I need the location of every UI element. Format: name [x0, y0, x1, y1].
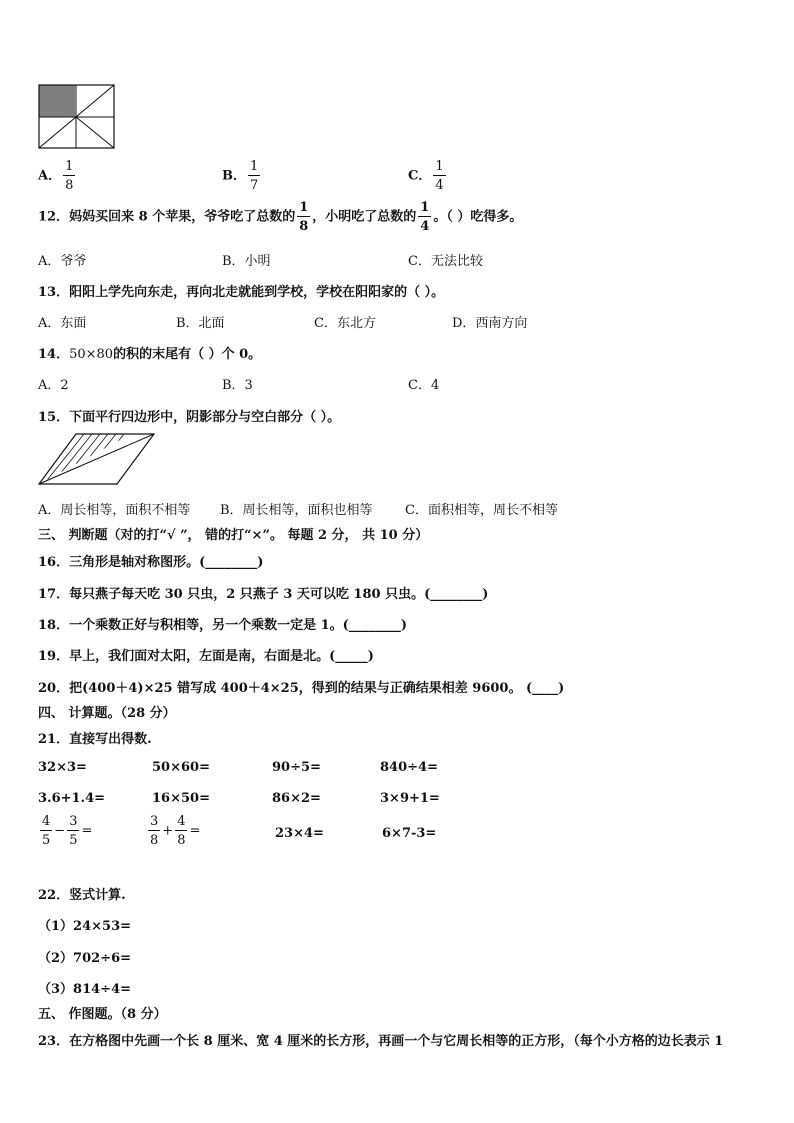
q21-fraction-item-b: $\frac{3}{8}$ + $\frac{4}{8}$ = — [150, 814, 201, 848]
q21-title: 21．直接写出得数. — [38, 732, 152, 747]
q12-option-c[interactable]: C．无法比较 — [408, 254, 483, 269]
fraction: $\frac{1}{4}$ — [420, 200, 430, 234]
section-4-heading: 四、 计算题。（28 分） — [38, 706, 176, 721]
q21-item: 16×50= — [152, 791, 210, 806]
q21-item: 90÷5= — [272, 760, 321, 775]
q15-parallelogram-figure — [36, 432, 158, 486]
q14-question: 14．50×80的积的末尾有（ ）个 0。 — [38, 347, 262, 362]
q15-option-c[interactable]: C．面积相等，周长不相等 — [405, 503, 558, 518]
fraction: $\frac{1}{8}$ — [65, 159, 74, 193]
q21-item: 86×2= — [272, 791, 321, 806]
q14-option-b[interactable]: B．3 — [222, 378, 253, 393]
q11-square-figure — [38, 84, 116, 150]
q22-item: （1）24×53= — [38, 919, 132, 934]
section-3-heading: 三、 判断题（对的打“√ ”， 错的打“×”。 每题 2 分， 共 10 分） — [38, 528, 429, 543]
q22-item: （2）702÷6= — [38, 951, 132, 966]
q14-option-c[interactable]: C．4 — [408, 378, 440, 393]
q16-judge: 16．三角形是轴对称图形。(________) — [38, 555, 264, 570]
q21-item: 3.6+1.4= — [38, 791, 106, 806]
q13-question: 13．阳阳上学先向东走，再向北走就能到学校，学校在阳阳家的（ ）。 — [38, 285, 445, 300]
q20-judge: 20．把(400＋4)×25 错写成 400＋4×25，得到的结果与正确结果相差 9600。 (____) — [38, 681, 565, 696]
q13-option-a[interactable]: A．东面 — [38, 316, 87, 331]
q11-option-c[interactable]: C． $\frac{1}{4}$ — [408, 159, 444, 193]
q11-option-b[interactable]: B． $\frac{1}{7}$ — [222, 159, 259, 193]
q21-item: 23×4= — [275, 826, 324, 841]
q21-item: 840÷4= — [380, 760, 438, 775]
q21-item: 3×9+1= — [380, 791, 440, 806]
q23-question: 23．在方格图中先画一个长 8 厘米、宽 4 厘米的长方形，再画一个与它周长相等的正方形，（每个小方格的边长表示 1 — [38, 1034, 724, 1049]
q15-option-b[interactable]: B．周长相等，面积也相等 — [220, 503, 373, 518]
fraction: $\frac{1}{8}$ — [299, 200, 309, 234]
fraction: $\frac{1}{7}$ — [250, 159, 259, 193]
q22-title: 22．竖式计算. — [38, 888, 126, 903]
q22-item: （3）814÷4= — [38, 982, 132, 997]
section-5-heading: 五、 作图题。（8 分） — [38, 1007, 167, 1022]
q21-item: 32×3= — [38, 760, 87, 775]
q13-option-b[interactable]: B．北面 — [176, 316, 225, 331]
q19-judge: 19．早上，我们面对太阳，左面是南，右面是北。(_____) — [38, 649, 374, 664]
q18-judge: 18．一个乘数正好与积相等，另一个乘数一定是 1。(________) — [38, 618, 407, 633]
q15-option-a[interactable]: A．周长相等，面积不相等 — [38, 503, 191, 518]
q12-option-b[interactable]: B．小明 — [222, 254, 271, 269]
fraction: $\frac{1}{4}$ — [435, 159, 444, 193]
q13-option-c[interactable]: C．东北方 — [314, 316, 376, 331]
q17-judge: 17．每只燕子每天吃 30 只虫，2 只燕子 3 天可以吃 180 只虫。(________) — [38, 587, 489, 602]
q11-option-a[interactable]: A． $\frac{1}{8}$ — [38, 159, 74, 193]
q12-question: 12．妈妈买回来 8 个苹果，爷爷吃了总数的 $\frac{1}{8}$ ，小明吃了总数的 $\frac{1}{4}$ 。（ ）吃得多。 — [38, 200, 523, 234]
q12-option-a[interactable]: A．爷爷 — [38, 254, 87, 269]
q21-item: 50×60= — [152, 760, 210, 775]
q14-expression: 50×80 — [69, 347, 114, 362]
q21-fraction-item-a: $\frac{4}{5}$ − $\frac{3}{5}$ = — [42, 814, 93, 848]
q21-item: 6×7-3= — [382, 826, 437, 841]
q15-question: 15．下面平行四边形中，阴影部分与空白部分（ ）。 — [38, 410, 341, 425]
q13-option-d[interactable]: D．西南方向 — [452, 316, 528, 331]
q14-option-a[interactable]: A．2 — [38, 378, 69, 393]
